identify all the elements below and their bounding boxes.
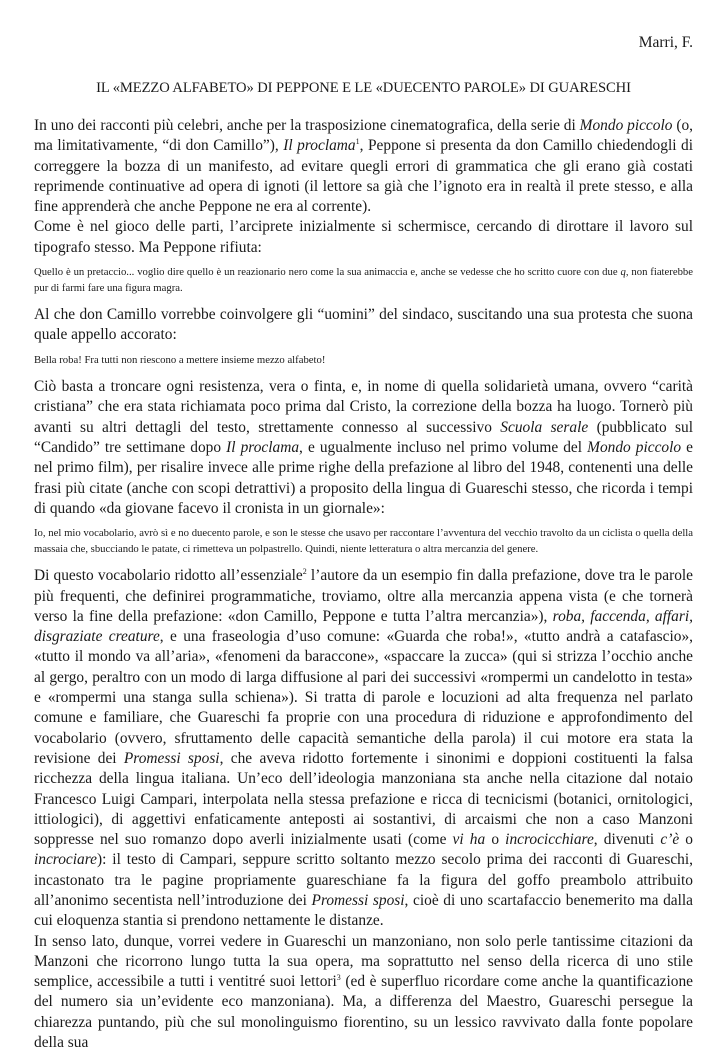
block-quote-2: Bella roba! Fra tutti non riescono a mettere insieme mezzo alfabeto! [34, 353, 326, 366]
article-title: IL «MEZZO ALFABETO» DI PEPPONE E LE «DUECENTO PAROLE» DI GUARESCHI [96, 80, 631, 96]
footnote-ref-2[interactable]: 2 [302, 567, 307, 577]
paragraph-5: Di questo vocabolario ridotto all’essenziale$^2$ l’autore da un esempio fin dalla prefazione, dove tra le parole più frequenti, che definirei programmatiche, troviamo, oltre alla mercanzia appena vista (e che tornerà verso la fine della prefazione: «don Camillo, Peppone e tutta l’altra mercanzia»), roba, faccenda, affari, disgraziate creature, e una fraseologia d’uso comune: «Guarda che roba!», «tutto andrà a catafascio», «tutto il mondo va all’aria», «fenomeni da baraccone», «spaccare la zucca» (qui si strizza l’occhio anche al gergo, peraltro con un modo di larga diffusione al pari dei successivi «rompermi un candelotto in testa» e «rompermi una stanga sulla schiena»). Si tratta di parole e locuzioni ad alta frequenza nel parlato comune e familiare, che Guareschi fa proprie con una procedura di riduzione e approfondimento del vocabolario (ovvero, sfruttamento delle capacità semantiche della parola) il cui motore era stata la revisione dei Promessi sposi, che aveva ridotto fortemente i sinonimi e doppioni costituenti la falsa ricchezza della lingua italiana. Un’eco dell’ideologia manzoniana sta anche nella citazione dal notaio Francesco Luigi Campari, interpolata nella stessa prefazione e ricca di tecnicismi (botanici, ornitologici, ittiologici), di aggettivi enfaticamente anteposti ai sostantivi, di arcaismi che non a caso Manzoni soppresse nel suo romanzo dopo averli inizialmente usati (come vi ha o incrocicchiare, divenuti c’è o incrociare): il testo di Campari, seppure scritto soltanto mezzo secolo prima dei racconti di Guareschi, incastonato tra le pagine propriamente guareschiane fa la figura del goffo preambolo attribuito all’anonimo secentista nell’introduzione dei Promessi sposi, cioè di uno scartafaccio benemerito ma dalla cui eloquenza stantia si prendono nettamente le distanze. [34, 567, 694, 930]
footnote-ref-3[interactable]: 3 [336, 973, 341, 983]
footnote-ref-1[interactable]: 1 [355, 137, 360, 147]
paragraph-2: Come è nel gioco delle parti, l’arciprete inizialmente si schermisce, cercando di dirottare il lavoro sul tipografo stesso. Ma Peppone rifiuta: [34, 218, 693, 256]
running-header-author: Marri, F. [638, 34, 693, 51]
block-quote-3: Io, nel mio vocabolario, avrò sì e no duecento parole, e son le stesse che usavo per raccontare l’avventura del vecchio travolto da un ciclista o quella della massaia che, sbucciando le patate, ci rimetteva un polpastrello. Quindi, niente letteratura o altra mercanzia del genere. [34, 527, 693, 555]
paragraph-1: In uno dei racconti più celebri, anche per la trasposizione cinematografica, della serie di Mondo piccolo (o, ma limitativamente, “di don Camillo”), Il proclama$^1$, Peppone si presenta da don Camillo chiedendogli di correggere la bozza di un manifesto, ad evitare quegli errori di grammatica che gli erano già costati reprimende continuative ad opera di ignoti (il lettore sa già che l’ignoto era in realtà il prete stesso, e alla fine apprenderà che anche Peppone ne era al corrente). [34, 117, 694, 216]
paragraph-6: In senso lato, dunque, vorrei vedere in Guareschi un manzoniano, non solo perle tantissime citazioni da Manzoni che ricorrono lungo tutta la sua opera, ma soprattutto nel senso della ricerca di uno stile semplice, accessibile a tutti i ventitré suoi lettori$^3$ (ed è superfluo ricordare come anche la quantificazione del numero sia un’evidente eco manzoniana). Ma, a differenza del Maestro, Guareschi persegue la chiarezza puntando, più che sul monolinguismo fiorentino, su un lessico ravvivato dalla fonte popolare della sua [34, 932, 693, 1052]
paragraph-3: Al che don Camillo vorrebbe coinvolgere gli “uomini” del sindaco, suscitando una sua protesta che suona quale appello accorato: [34, 306, 693, 344]
paragraph-4: Ciò basta a troncare ogni resistenza, vera o finta, e, in nome di quella solidarietà umana, ovvero “carità cristiana” che era stata richiamata poco prima dal Cristo, la correzione della bozza ha luogo. Tornerò più avanti su altri dettagli del testo, strettamente connesso al successivo Scuola serale (pubblicato sul “Candido” tre settimane dopo Il proclama, e ugualmente incluso nel primo volume del Mondo piccolo e nel primo film), per risalire invece alle prime righe della prefazione al libro del 1948, contenenti una delle frasi più citate (anche con scopi detrattivi) a proposito della lingua di Guareschi stesso, che ricorda i tempi di quando «da giovane facevo il cronista in un giornale»: [34, 378, 694, 517]
article-body [34, 116, 693, 1053]
block-quote-1: Quello è un pretaccio... voglio dire quello è un reazionario nero come la sua animaccia e, anche se vedesse che ho scritto cuore con due q, non fiaterebbe pur di farmi fare una figura magra. [34, 266, 694, 294]
